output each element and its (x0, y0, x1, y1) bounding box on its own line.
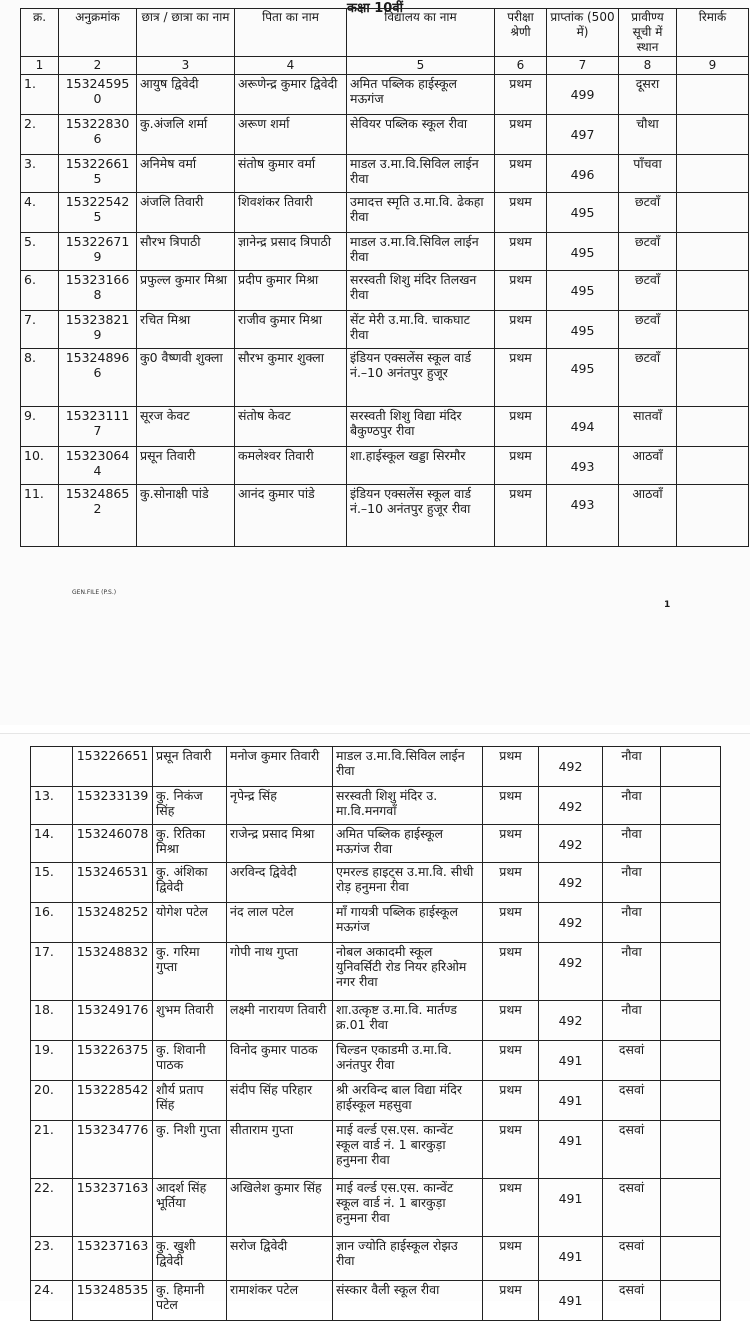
table-row (31, 1121, 721, 1179)
table-row (21, 271, 749, 311)
remark-cell (661, 1179, 721, 1237)
school-name-cell: चिल्डन एकाडमी उ.मा.वि. अनंतपुर रीवा (333, 1041, 483, 1081)
serial-cell: 13. (31, 787, 73, 825)
marks-cell: 492 (539, 943, 603, 1001)
marks-cell: 493 (547, 485, 619, 547)
remark-cell (661, 903, 721, 943)
column-number: 8 (619, 57, 677, 75)
serial-cell: 7. (21, 311, 59, 349)
remark-cell (661, 787, 721, 825)
remark-cell (661, 1237, 721, 1281)
roll-number-cell: 153248535 (73, 1281, 153, 1321)
rank-cell: नौवा (603, 943, 661, 1001)
father-name-cell: प्रदीप कुमार मिश्रा (235, 271, 347, 311)
serial-cell: 24. (31, 1281, 73, 1321)
roll-number-cell: 153228542 (73, 1081, 153, 1121)
student-name-cell: अंजलि तिवारी (137, 193, 235, 233)
table-row (31, 903, 721, 943)
remark-cell (661, 1121, 721, 1179)
rank-cell: चौथा (619, 115, 677, 155)
marks-cell: 491 (539, 1179, 603, 1237)
header-row (21, 9, 749, 57)
roll-number-cell: 153246531 (73, 863, 153, 903)
serial-cell: 16. (31, 903, 73, 943)
roll-number-cell: 153230644 (59, 447, 137, 485)
school-name-cell: माडल उ.मा.वि.सिविल लाईन रीवा (333, 747, 483, 787)
table-row (31, 1081, 721, 1121)
school-name-cell: ज्ञान ज्योति हाईस्कूल रोझउ रीवा (333, 1237, 483, 1281)
marks-cell: 495 (547, 193, 619, 233)
column-number: 6 (495, 57, 547, 75)
father-name-cell: सौरभ कुमार शुक्ला (235, 349, 347, 407)
father-name-cell: राजीव कुमार मिश्रा (235, 311, 347, 349)
division-cell: प्रथम (495, 271, 547, 311)
rank-cell: नौवा (603, 903, 661, 943)
serial-cell: 1. (21, 75, 59, 115)
school-name-cell: सरस्वती शिशु विद्या मंदिर बैकुण्ठपुर रीवा (347, 407, 495, 447)
school-name-cell: शा.हाईस्कूल खड्डा सिरमौर (347, 447, 495, 485)
student-name-cell: प्रसून तिवारी (153, 747, 227, 787)
table-row (31, 1281, 721, 1321)
column-header: परीक्षा श्रेणी (495, 9, 547, 57)
column-header: छात्र / छात्रा का नाम (137, 9, 235, 57)
father-name-cell: नृपेन्द्र सिंह (227, 787, 333, 825)
student-name-cell: कु0 वैष्णवी शुक्ला (137, 349, 235, 407)
school-name-cell: अमित पब्लिक हाईस्कूल मऊगंज रीवा (333, 825, 483, 863)
roll-number-cell: 153249176 (73, 1001, 153, 1041)
rank-cell: दसवां (603, 1081, 661, 1121)
roll-number-cell: 153226375 (73, 1041, 153, 1081)
rank-cell: दसवां (603, 1041, 661, 1081)
school-name-cell: माई वर्ल्ड एस.एस. कान्वेंट स्कूल वार्ड नं. 1 बारकुड़ा हनुमना रीवा (333, 1179, 483, 1237)
table-row (31, 747, 721, 787)
school-name-cell: सरस्वती शिशु मंदिर तिलखन रीवा (347, 271, 495, 311)
marks-cell: 499 (547, 75, 619, 115)
remark-cell (677, 193, 749, 233)
serial-cell: 2. (21, 115, 59, 155)
division-cell: प्रथम (495, 349, 547, 407)
roll-number-cell: 153226615 (59, 155, 137, 193)
student-name-cell: कु. रितिका मिश्रा (153, 825, 227, 863)
remark-cell (677, 75, 749, 115)
marks-cell: 492 (539, 825, 603, 863)
marks-cell: 492 (539, 787, 603, 825)
table-row (31, 1237, 721, 1281)
school-name-cell: माँ गायत्री पब्लिक हाईस्कूल मऊगंज (333, 903, 483, 943)
footer-code: GEN.FILE (P.S.) (72, 589, 117, 596)
remark-cell (661, 1041, 721, 1081)
rank-cell: दसवां (603, 1179, 661, 1237)
table-body (21, 75, 749, 547)
school-name-cell: शा.उत्कृष्ट उ.मा.वि. मार्तण्ड क्र.01 रीवा (333, 1001, 483, 1041)
column-header: रिमार्क (677, 9, 749, 57)
roll-number-cell: 153237163 (73, 1237, 153, 1281)
table-row (21, 485, 749, 547)
roll-number-cell: 153238219 (59, 311, 137, 349)
division-cell: प्रथम (483, 1041, 539, 1081)
table-row (31, 1001, 721, 1041)
remark-cell (677, 155, 749, 193)
rank-cell: छटवॉं (619, 233, 677, 271)
student-name-cell: आदर्श सिंह भूर्तिया (153, 1179, 227, 1237)
school-name-cell: इंडियन एक्सलेंस स्कूल वार्ड नं.–10 अनंतपुर हुजूर (347, 349, 495, 407)
school-name-cell: सरस्वती शिशु मंदिर उ. मा.वि.मनगवॉं (333, 787, 483, 825)
page-title: कक्षा 10वीं (347, 1, 403, 16)
merit-table-page-one (20, 8, 749, 547)
serial-cell: 4. (21, 193, 59, 233)
column-header: पिता का नाम (235, 9, 347, 57)
father-name-cell: सरोज द्विवेदी (227, 1237, 333, 1281)
table-row (21, 193, 749, 233)
division-cell: प्रथम (483, 1237, 539, 1281)
division-cell: प्रथम (483, 1081, 539, 1121)
student-name-cell: सौरभ त्रिपाठी (137, 233, 235, 271)
marks-cell: 492 (539, 903, 603, 943)
serial-cell: 17. (31, 943, 73, 1001)
father-name-cell: संतोष केवट (235, 407, 347, 447)
roll-number-cell: 153245950 (59, 75, 137, 115)
division-cell: प्रथम (483, 825, 539, 863)
student-name-cell: शुभम तिवारी (153, 1001, 227, 1041)
division-cell: प्रथम (483, 787, 539, 825)
remark-cell (677, 485, 749, 547)
serial-cell: 3. (21, 155, 59, 193)
division-cell: प्रथम (483, 863, 539, 903)
student-name-cell: प्रफुल्ल कुमार मिश्रा (137, 271, 235, 311)
rank-cell: छटवॉं (619, 349, 677, 407)
rank-cell: दसवां (603, 1281, 661, 1321)
father-name-cell: अरूण शर्मा (235, 115, 347, 155)
remark-cell (661, 747, 721, 787)
father-name-cell: राजेन्द्र प्रसाद मिश्रा (227, 825, 333, 863)
rank-cell: छटवॉं (619, 193, 677, 233)
rank-cell: सातवॉं (619, 407, 677, 447)
column-header: प्राप्तांक (500 में) (547, 9, 619, 57)
father-name-cell: कमलेश्वर तिवारी (235, 447, 347, 485)
serial-cell: 11. (21, 485, 59, 547)
remark-cell (661, 863, 721, 903)
roll-number-cell: 153231668 (59, 271, 137, 311)
marks-cell: 495 (547, 233, 619, 271)
father-name-cell: लक्ष्मी नारायण तिवारी (227, 1001, 333, 1041)
student-name-cell: कु.सोनाक्षी पांडे (137, 485, 235, 547)
column-header: विद्यालय का नाम (347, 9, 495, 57)
marks-cell: 491 (539, 1041, 603, 1081)
father-name-cell: नंद लाल पटेल (227, 903, 333, 943)
student-name-cell: कु. हिमानी पटेल (153, 1281, 227, 1321)
table-row (21, 115, 749, 155)
roll-number-cell: 153226719 (59, 233, 137, 271)
student-name-cell: योगेश पटेल (153, 903, 227, 943)
rank-cell: पाँचवा (619, 155, 677, 193)
school-name-cell: माडल उ.मा.वि.सिविल लाईन रीवा (347, 233, 495, 271)
table-row (21, 447, 749, 485)
roll-number-cell: 153233139 (73, 787, 153, 825)
school-name-cell: अमित पब्लिक हाईस्कूल मऊगंज (347, 75, 495, 115)
rank-cell: दूसरा (619, 75, 677, 115)
student-name-cell: प्रसून तिवारी (137, 447, 235, 485)
column-header: अनुक्रमांक (59, 9, 137, 57)
column-header: प्रावीण्य सूची में स्थान (619, 9, 677, 57)
student-name-cell: अनिमेष वर्मा (137, 155, 235, 193)
table-body (31, 747, 721, 1321)
school-name-cell: संस्कार वैली स्कूल रीवा (333, 1281, 483, 1321)
table-row (31, 863, 721, 903)
rank-cell: छटवॉं (619, 271, 677, 311)
school-name-cell: उमादत्त स्मृति उ.मा.वि. ढेकहा रीवा (347, 193, 495, 233)
column-header: क्र. (21, 9, 59, 57)
remark-cell (677, 233, 749, 271)
rank-cell: दसवां (603, 1121, 661, 1179)
table-row (21, 349, 749, 407)
division-cell: प्रथम (483, 1179, 539, 1237)
roll-number-cell: 153234776 (73, 1121, 153, 1179)
father-name-cell: रामाशंकर पटेल (227, 1281, 333, 1321)
column-number: 5 (347, 57, 495, 75)
student-name-cell: आयुष द्विवेदी (137, 75, 235, 115)
rank-cell: छटवॉं (619, 311, 677, 349)
serial-cell: 10. (21, 447, 59, 485)
father-name-cell: अरूणेन्द्र कुमार द्विवेदी (235, 75, 347, 115)
rank-cell: दसवां (603, 1237, 661, 1281)
division-cell: प्रथम (483, 747, 539, 787)
school-name-cell: इंडियन एक्सलेंस स्कूल वार्ड नं.–10 अनंतपुर हुजूर रीवा (347, 485, 495, 547)
roll-number-cell: 153231117 (59, 407, 137, 447)
remark-cell (677, 115, 749, 155)
serial-cell: 21. (31, 1121, 73, 1179)
serial-cell (31, 747, 73, 787)
remark-cell (677, 311, 749, 349)
marks-cell: 495 (547, 349, 619, 407)
merit-table-page-two (30, 746, 721, 1321)
serial-cell: 5. (21, 233, 59, 271)
school-name-cell: नोबल अकादमी स्कूल युनिवर्सिटी रोड नियर हरिओम नगर रीवा (333, 943, 483, 1001)
column-number: 2 (59, 57, 137, 75)
roll-number-cell: 153237163 (73, 1179, 153, 1237)
serial-cell: 9. (21, 407, 59, 447)
school-name-cell: सेंट मेरी उ.मा.वि. चाकघाट रीवा (347, 311, 495, 349)
school-name-cell: एमरल्ड हाइट्स उ.मा.वि. सीधी रोड़ हनुमना रीवा (333, 863, 483, 903)
division-cell: प्रथम (483, 1121, 539, 1179)
student-name-cell: सूरज केवट (137, 407, 235, 447)
serial-cell: 6. (21, 271, 59, 311)
division-cell: प्रथम (483, 903, 539, 943)
father-name-cell: अरविन्द द्विवेदी (227, 863, 333, 903)
father-name-cell: संदीप सिंह परिहार (227, 1081, 333, 1121)
father-name-cell: गोपी नाथ गुप्ता (227, 943, 333, 1001)
father-name-cell: आनंद कुमार पांडे (235, 485, 347, 547)
marks-cell: 491 (539, 1281, 603, 1321)
marks-cell: 492 (539, 747, 603, 787)
table-row (31, 1041, 721, 1081)
father-name-cell: अखिलेश कुमार सिंह (227, 1179, 333, 1237)
division-cell: प्रथम (483, 1001, 539, 1041)
student-name-cell: कु. खुशी द्विवेदी (153, 1237, 227, 1281)
division-cell: प्रथम (495, 447, 547, 485)
school-name-cell: श्री अरविन्द बाल विद्या मंदिर हाईस्कूल महसुवा (333, 1081, 483, 1121)
table-row (21, 311, 749, 349)
roll-number-cell: 153225425 (59, 193, 137, 233)
school-name-cell: सेवियर पब्लिक स्कूल रीवा (347, 115, 495, 155)
father-name-cell: संतोष कुमार वर्मा (235, 155, 347, 193)
student-name-cell: कु. निकंज सिंह (153, 787, 227, 825)
roll-number-cell: 153226651 (73, 747, 153, 787)
table-row (31, 825, 721, 863)
table-row (31, 1179, 721, 1237)
division-cell: प्रथम (495, 311, 547, 349)
roll-number-cell: 153248832 (73, 943, 153, 1001)
marks-cell: 491 (539, 1121, 603, 1179)
column-number: 7 (547, 57, 619, 75)
rank-cell: नौवा (603, 863, 661, 903)
page-two (0, 733, 750, 1312)
column-number: 3 (137, 57, 235, 75)
serial-cell: 19. (31, 1041, 73, 1081)
roll-number-cell: 153248252 (73, 903, 153, 943)
rank-cell: आठवॉं (619, 485, 677, 547)
school-name-cell: माई वर्ल्ड एस.एस. कान्वेंट स्कूल वार्ड नं. 1 बारकुड़ा हनुमना रीवा (333, 1121, 483, 1179)
marks-cell: 497 (547, 115, 619, 155)
marks-cell: 494 (547, 407, 619, 447)
column-number-row (21, 57, 749, 75)
student-name-cell: कु. गरिमा गुप्ता (153, 943, 227, 1001)
roll-number-cell: 153248652 (59, 485, 137, 547)
table-row (21, 407, 749, 447)
student-name-cell: कु. अंशिका द्विवेदी (153, 863, 227, 903)
marks-cell: 491 (539, 1081, 603, 1121)
serial-cell: 8. (21, 349, 59, 407)
serial-cell: 15. (31, 863, 73, 903)
division-cell: प्रथम (495, 407, 547, 447)
rank-cell: नौवा (603, 825, 661, 863)
student-name-cell: कु. शिवानी पाठक (153, 1041, 227, 1081)
division-cell: प्रथम (483, 1281, 539, 1321)
table-row (31, 943, 721, 1001)
serial-cell: 14. (31, 825, 73, 863)
remark-cell (661, 825, 721, 863)
marks-cell: 492 (539, 863, 603, 903)
serial-cell: 22. (31, 1179, 73, 1237)
table-row (21, 75, 749, 115)
school-name-cell: माडल उ.मा.वि.सिविल लाईन रीवा (347, 155, 495, 193)
division-cell: प्रथम (495, 485, 547, 547)
marks-cell: 496 (547, 155, 619, 193)
rank-cell: नौवा (603, 747, 661, 787)
remark-cell (677, 349, 749, 407)
table-header (21, 9, 749, 75)
column-number: 1 (21, 57, 59, 75)
column-number: 9 (677, 57, 749, 75)
student-name-cell: कु. निशी गुप्ता (153, 1121, 227, 1179)
marks-cell: 492 (539, 1001, 603, 1041)
division-cell: प्रथम (495, 193, 547, 233)
marks-cell: 495 (547, 311, 619, 349)
division-cell: प्रथम (495, 75, 547, 115)
division-cell: प्रथम (495, 233, 547, 271)
remark-cell (677, 407, 749, 447)
remark-cell (661, 1281, 721, 1321)
division-cell: प्रथम (495, 155, 547, 193)
page-number: 1 (664, 600, 671, 610)
table-row (21, 155, 749, 193)
serial-cell: 18. (31, 1001, 73, 1041)
remark-cell (661, 943, 721, 1001)
roll-number-cell: 153228306 (59, 115, 137, 155)
division-cell: प्रथम (483, 943, 539, 1001)
student-name-cell: रचित मिश्रा (137, 311, 235, 349)
remark-cell (661, 1001, 721, 1041)
rank-cell: नौवा (603, 787, 661, 825)
roll-number-cell: 153246078 (73, 825, 153, 863)
table-row (31, 787, 721, 825)
student-name-cell: शौर्य प्रताप सिंह (153, 1081, 227, 1121)
roll-number-cell: 153248966 (59, 349, 137, 407)
father-name-cell: शिवशंकर तिवारी (235, 193, 347, 233)
column-number: 4 (235, 57, 347, 75)
father-name-cell: मनोज कुमार तिवारी (227, 747, 333, 787)
division-cell: प्रथम (495, 115, 547, 155)
remark-cell (661, 1081, 721, 1121)
student-name-cell: कु.अंजलि शर्मा (137, 115, 235, 155)
rank-cell: नौवा (603, 1001, 661, 1041)
marks-cell: 491 (539, 1237, 603, 1281)
marks-cell: 493 (547, 447, 619, 485)
father-name-cell: ज्ञानेन्द्र प्रसाद त्रिपाठी (235, 233, 347, 271)
remark-cell (677, 271, 749, 311)
remark-cell (677, 447, 749, 485)
father-name-cell: विनोद कुमार पाठक (227, 1041, 333, 1081)
serial-cell: 20. (31, 1081, 73, 1121)
table-row (21, 233, 749, 271)
father-name-cell: सीताराम गुप्ता (227, 1121, 333, 1179)
rank-cell: आठवॉं (619, 447, 677, 485)
serial-cell: 23. (31, 1237, 73, 1281)
marks-cell: 495 (547, 271, 619, 311)
